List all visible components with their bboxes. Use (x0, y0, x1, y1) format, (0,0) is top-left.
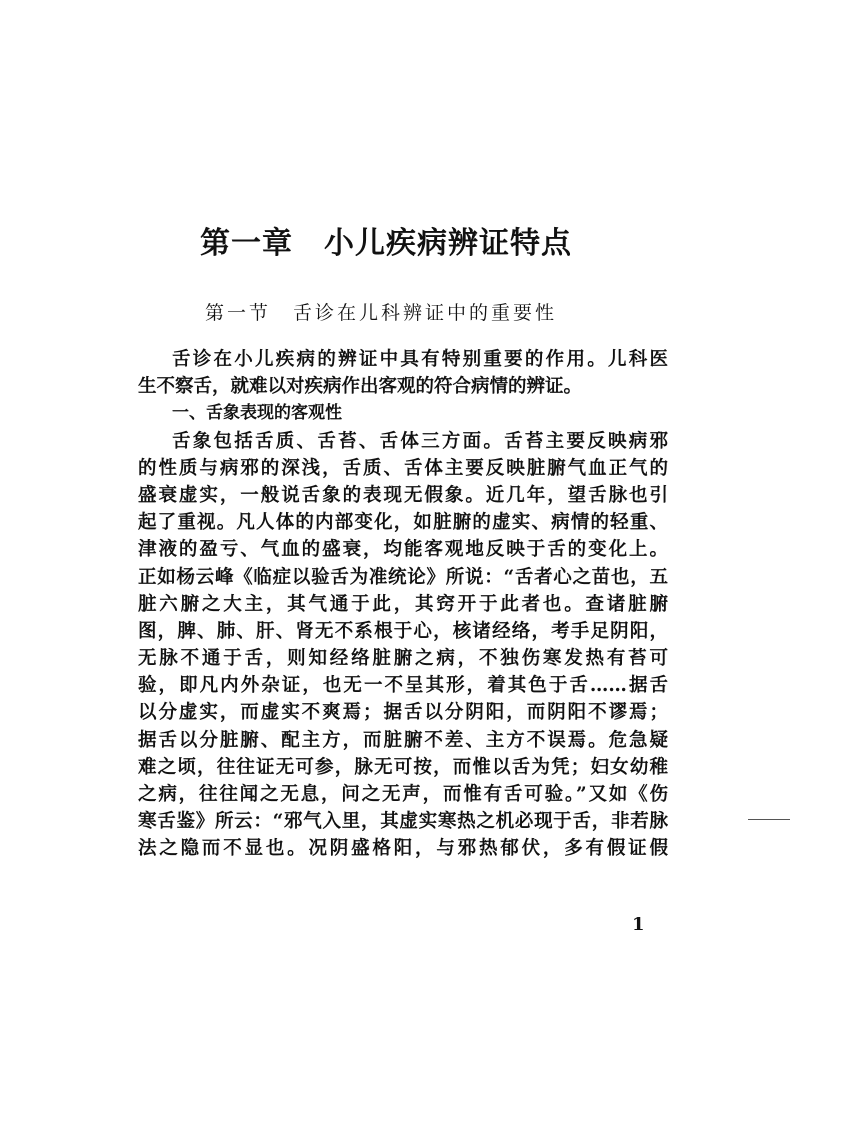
section-title: 第一节 舌诊在儿科辨证中的重要性 (205, 302, 558, 324)
paragraph-line: 寒舌鉴》所云：“邪气入里，其虚实寒热之机必现于舌，非若脉 (138, 811, 668, 833)
paragraph-line: 脏六腑之大主，其气通于此，其窍开于此者也。查诸脏腑 (138, 593, 668, 615)
paragraph-line: 验，即凡内外杂证，也无一不呈其形，着其色于舌……据舌 (138, 675, 668, 697)
page-number: 1 (632, 914, 645, 935)
paragraph-line: 无脉不通于舌，则知经络脏腑之病，不独伤寒发热有苔可 (138, 648, 668, 670)
paragraph-line: 正如杨云峰《临症以验舌为准统论》所说：“舌者心之苗也，五 (138, 566, 668, 588)
paragraph-line: 舌象包括舌质、舌苔、舌体三方面。舌苔主要反映病邪 (172, 430, 668, 452)
paragraph-line: 法之隐而不显也。况阴盛格阳，与邪热郁伏，多有假证假 (138, 838, 668, 860)
paragraph-line: 起了重视。凡人体的内部变化，如脏腑的虚实、病情的轻重、 (138, 512, 668, 534)
subheading: 一、舌象表现的客观性 (172, 403, 342, 424)
paragraph-line: 生不察舌，就难以对疾病作出客观的符合病情的辨证。 (138, 376, 583, 398)
paragraph-line: 据舌以分脏腑、配主方，而脏腑不差、主方不误焉。危急疑 (138, 729, 668, 751)
paragraph-line: 之病，往往闻之无息，问之无声，而惟有舌可验。”又如《伤 (138, 784, 668, 805)
paragraph-line: 难之顷，往往证无可参，脉无可按，而惟以舌为凭；妇女幼稚 (138, 756, 668, 778)
paragraph-line: 盛衰虚实，一般说舌象的表现无假象。近几年，望舌脉也引 (138, 484, 668, 506)
paragraph-line: 津液的盈亏、气血的盛衰，均能客观地反映于舌的变化上。 (138, 539, 668, 561)
chapter-title: 第一章 小儿疾病辨证特点 (200, 226, 572, 261)
paragraph-line: 图，脾、肺、肝、肾无不系根于心，核诸经络，考手足阴阳， (138, 620, 668, 642)
scan-mark-line (748, 819, 790, 820)
paragraph-line: 的性质与病邪的深浅，舌质、舌体主要反映脏腑气血正气的 (138, 457, 668, 479)
paragraph-line: 舌诊在小儿疾病的辨证中具有特别重要的作用。儿科医 (172, 349, 668, 370)
paragraph-line: 以分虚实，而虚实不爽焉；据舌以分阴阳，而阴阳不谬焉； (138, 702, 668, 724)
body-text (138, 346, 668, 863)
